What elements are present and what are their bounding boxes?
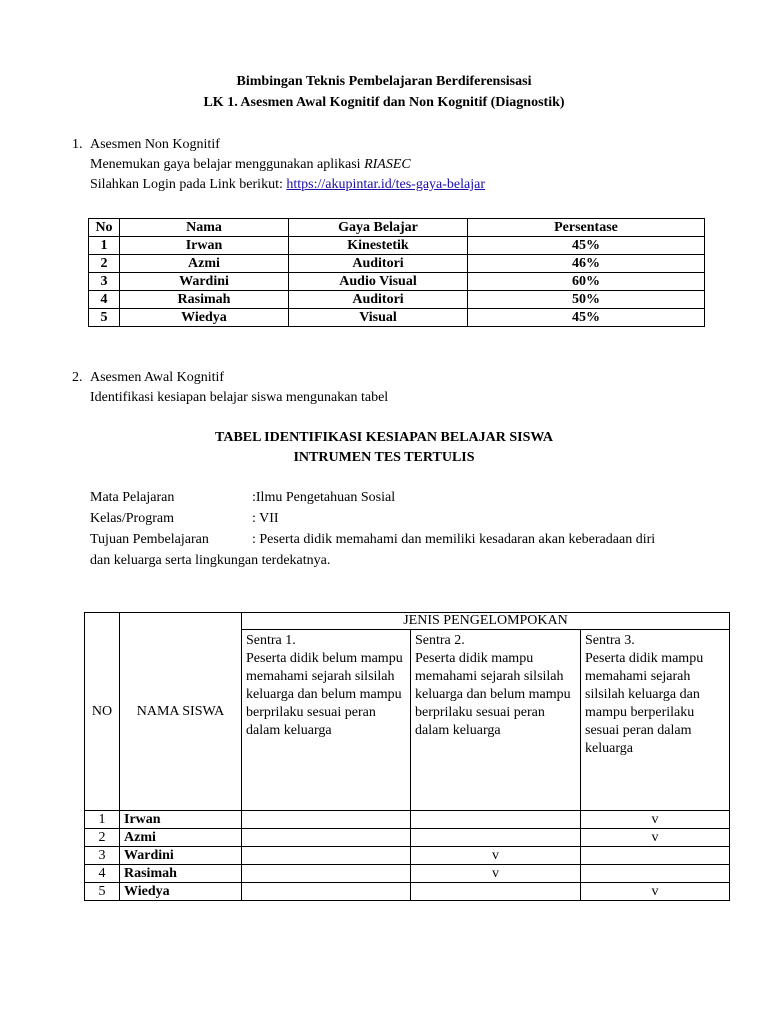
kesiapan-belajar-table — [84, 612, 730, 901]
cell-sentra-1 — [242, 883, 411, 901]
doc-title-line2: LK 1. Asesmen Awal Kognitif dan Non Kognitif (Diagnostik) — [203, 95, 565, 110]
cell-sentra-1 — [242, 829, 411, 847]
kelas-value: : VII — [252, 511, 279, 526]
table-row — [85, 883, 730, 901]
cell-persen: 45% — [468, 309, 705, 327]
cell-nama: Wardini — [120, 847, 242, 865]
section1-heading: Asesmen Non Kognitif — [90, 137, 220, 152]
cell-nama: Wiedya — [120, 309, 289, 327]
doc-title-line1: Bimbingan Teknis Pembelajaran Berdiferensisasi — [236, 74, 532, 89]
cell-nama: Rasimah — [120, 291, 289, 309]
mapel-value: :Ilmu Pengetahuan Sosial — [252, 490, 396, 505]
cell-nama: Irwan — [120, 811, 242, 829]
cell-no: 1 — [85, 811, 120, 829]
table-row — [89, 237, 705, 255]
section1-line2 — [90, 177, 485, 193]
cell-sentra-1 — [242, 847, 411, 865]
section2-heading: Asesmen Awal Kognitif — [90, 370, 225, 385]
cell-no: 4 — [89, 291, 120, 309]
section1-line1-prefix: Menemukan gaya belajar menggunakan aplikasi — [90, 157, 365, 172]
cell-no: 5 — [89, 309, 120, 327]
cell-no: 5 — [85, 883, 120, 901]
cell-sentra-1 — [242, 811, 411, 829]
table-row — [85, 829, 730, 847]
header-nama: Nama — [120, 219, 289, 237]
table-title-line2: INTRUMEN TES TERTULIS — [293, 450, 475, 465]
section2-subtext: Identifikasi kesiapan belajar siswa mengunakan tabel — [90, 390, 389, 405]
sentra-1-header — [242, 630, 411, 811]
table-row — [85, 847, 730, 865]
header-jenis-pengelompokan: JENIS PENGELOMPOKAN — [242, 613, 730, 630]
cell-no: 1 — [89, 237, 120, 255]
cell-sentra-3 — [581, 865, 730, 883]
cell-sentra-2 — [411, 829, 581, 847]
table-row — [85, 865, 730, 883]
cell-no: 2 — [85, 829, 120, 847]
cell-persen: 50% — [468, 291, 705, 309]
header-gaya-belajar: Gaya Belajar — [289, 219, 468, 237]
cell-nama: Azmi — [120, 255, 289, 273]
mapel-label: Mata Pelajaran — [90, 490, 175, 505]
table-row — [89, 255, 705, 273]
cell-sentra-3 — [581, 847, 730, 865]
cell-persen: 45% — [468, 237, 705, 255]
table-title-line1: TABEL IDENTIFIKASI KESIAPAN BELAJAR SISWA — [215, 430, 553, 445]
group-header-row — [85, 613, 730, 630]
riasec-app-name: RIASEC — [364, 157, 411, 172]
cell-sentra-1 — [242, 865, 411, 883]
cell-sentra-2: v — [411, 847, 581, 865]
cell-sentra-2 — [411, 811, 581, 829]
gaya-belajar-table — [88, 218, 705, 327]
table-row — [89, 291, 705, 309]
cell-sentra-3: v — [581, 883, 730, 901]
cell-nama: Rasimah — [120, 865, 242, 883]
table-row — [89, 273, 705, 291]
cell-gaya: Kinestetik — [289, 237, 468, 255]
cell-no: 2 — [89, 255, 120, 273]
cell-no: 4 — [85, 865, 120, 883]
table-row — [85, 811, 730, 829]
tujuan-label: Tujuan Pembelajaran — [90, 532, 209, 547]
sentra-3-desc: Peserta didik mampu memahami sejarah silsilah keluarga dan mampu berperilaku sesuai peran dalam keluarga — [585, 651, 704, 756]
section1-line2-prefix: Silahkan Login pada Link berikut: — [90, 177, 287, 192]
cell-no: 3 — [89, 273, 120, 291]
cell-gaya: Auditori — [289, 255, 468, 273]
cell-sentra-2: v — [411, 865, 581, 883]
cell-sentra-2 — [411, 883, 581, 901]
cell-gaya: Visual — [289, 309, 468, 327]
cell-nama: Irwan — [120, 237, 289, 255]
section1-number: 1. — [72, 137, 83, 152]
cell-nama: Azmi — [120, 829, 242, 847]
sentra-3-header — [581, 630, 730, 811]
table-row — [89, 309, 705, 327]
kelas-label: Kelas/Program — [90, 511, 174, 526]
cell-sentra-3: v — [581, 829, 730, 847]
sentra-1-desc: Peserta didik belum mampu memahami sejarah silsilah keluarga dan belum mampu berprilaku sesuai peran dalam keluarga — [246, 651, 403, 738]
cell-gaya: Audio Visual — [289, 273, 468, 291]
tujuan-value: : Peserta didik memahami dan memiliki kesadaran akan keberadaan diri — [252, 532, 656, 547]
table-header-row — [89, 219, 705, 237]
header-no: NO — [85, 613, 120, 811]
sentra-1-title: Sentra 1. — [246, 633, 296, 648]
sentra-2-title: Sentra 2. — [415, 633, 465, 648]
cell-gaya: Auditori — [289, 291, 468, 309]
header-no: No — [89, 219, 120, 237]
section2-number: 2. — [72, 370, 83, 385]
sentra-2-desc: Peserta didik mampu memahami sejarah silsilah keluarga dan belum mampu berprilaku sesuai peran dalam keluarga — [415, 651, 571, 738]
cell-persen: 46% — [468, 255, 705, 273]
cell-no: 3 — [85, 847, 120, 865]
header-persentase: Persentase — [468, 219, 705, 237]
header-nama-siswa: NAMA SISWA — [120, 613, 242, 811]
sentra-2-header — [411, 630, 581, 811]
sentra-3-title: Sentra 3. — [585, 633, 635, 648]
cell-sentra-3: v — [581, 811, 730, 829]
cell-nama: Wiedya — [120, 883, 242, 901]
gaya-belajar-link[interactable]: https://akupintar.id/tes-gaya-belajar — [286, 177, 486, 192]
tujuan-continuation: dan keluarga serta lingkungan terdekatnya. — [90, 553, 331, 568]
cell-persen: 60% — [468, 273, 705, 291]
cell-nama: Wardini — [120, 273, 289, 291]
section1-line1 — [90, 157, 411, 173]
